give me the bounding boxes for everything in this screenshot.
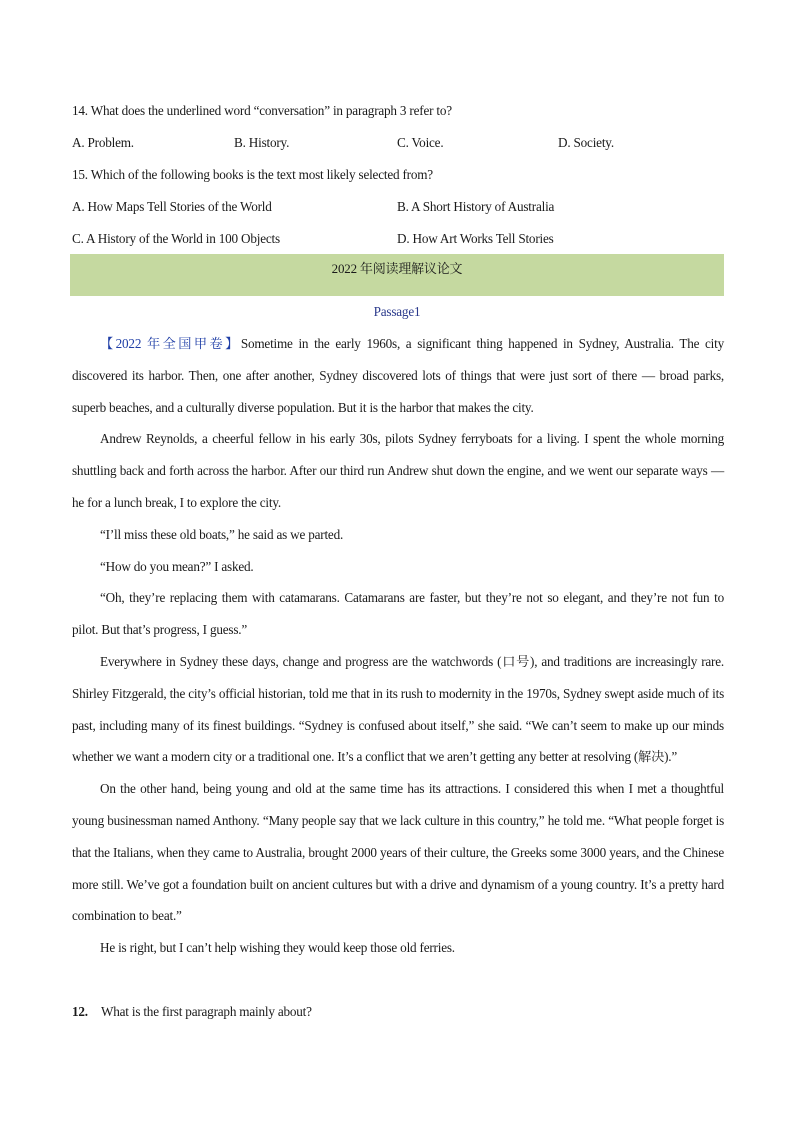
question-12-text: What is the first paragraph mainly about? <box>101 1004 312 1019</box>
question-12-number: 12. <box>72 1004 88 1019</box>
section-banner <box>70 254 724 296</box>
passage-paragraph-3: “I’ll miss these old boats,” he said as we parted. <box>100 526 344 542</box>
passage-title: Passage1 <box>373 304 421 319</box>
passage-paragraph-2: Andrew Reynolds, a cheerful fellow in his early 30s, pilots Sydney ferryboats for a living. I spent the whole morning shuttling back and forth across the harbor. After our third run Andrew shut down the engine, and we went our separate ways — he for a lunch break, I to explore the city. <box>72 431 724 510</box>
passage-paragraph-8: He is right, but I can’t help wishing they would keep those old ferries. <box>100 940 455 956</box>
section-banner-title: 2022 年阅读理解议论文 <box>331 261 463 276</box>
question-15-option-b: B. A Short History of Australia <box>397 199 555 214</box>
passage-body <box>72 328 724 964</box>
source-tag: 【2022 年全国甲卷】 <box>100 336 241 351</box>
passage-paragraph-5: “Oh, they’re replacing them with catamarans. Catamarans are faster, but they’re not so elegant, and they’re not fun to pilot. But that’s progress, I guess.” <box>72 590 724 638</box>
question-15-option-d: D. How Art Works Tell Stories <box>397 231 554 246</box>
question-12 <box>72 1004 312 1020</box>
question-15-option-a: A. How Maps Tell Stories of the World <box>72 199 272 214</box>
passage-paragraph-4: “How do you mean?” I asked. <box>100 558 254 574</box>
question-14-stem: 14. What does the underlined word “conversation” in paragraph 3 refer to? <box>72 103 452 118</box>
question-14-option-a: A. Problem. <box>72 135 134 150</box>
passage-paragraph-7: On the other hand, being young and old at the same time has its attractions. I considered this when I met a thoughtful young businessman named Anthony. “Many people say that we lack culture in this country,” he told me. “What people forget is that the Italians, when they came to Australia, brought 2000 years of their culture, the Greeks some 3000 years, and the Chinese more still. We’ve got a foundation built on ancient cultures but with a drive and dynamism of a young country. It’s a pretty hard combination to beat.” <box>72 781 724 924</box>
question-14-option-c: C. Voice. <box>397 135 444 150</box>
question-15-stem: 15. Which of the following books is the text most likely selected from? <box>72 167 433 182</box>
question-14-option-b: B. History. <box>234 135 290 150</box>
passage-paragraph-6: Everywhere in Sydney these days, change and progress are the watchwords (口号), and traditions are increasingly rare. Shirley Fitzgerald, the city’s official historian, told me that in its rush to modernity in the 1970s, Sydney swept aside much of its past, including many of its finest buildings. “Sydney is confused about itself,” she said. “We can’t seem to make up our minds whether we want a modern city or a traditional one. It’s a conflict that we aren’t getting any better at resolving (解决).” <box>72 653 724 765</box>
question-15-option-c: C. A History of the World in 100 Objects <box>72 231 280 246</box>
question-14-option-d: D. Society. <box>558 135 614 150</box>
passage-paragraph-1: 【2022 年全国甲卷】Sometime in the early 1960s, a significant thing happened in Sydney, Australia. The city discovered its harbor. Then, one after another, Sydney discovered lots of things that were just sort of there — broad parks, superb beaches, and a culturally diverse population. But it is the harbor that makes the city. <box>72 336 724 415</box>
